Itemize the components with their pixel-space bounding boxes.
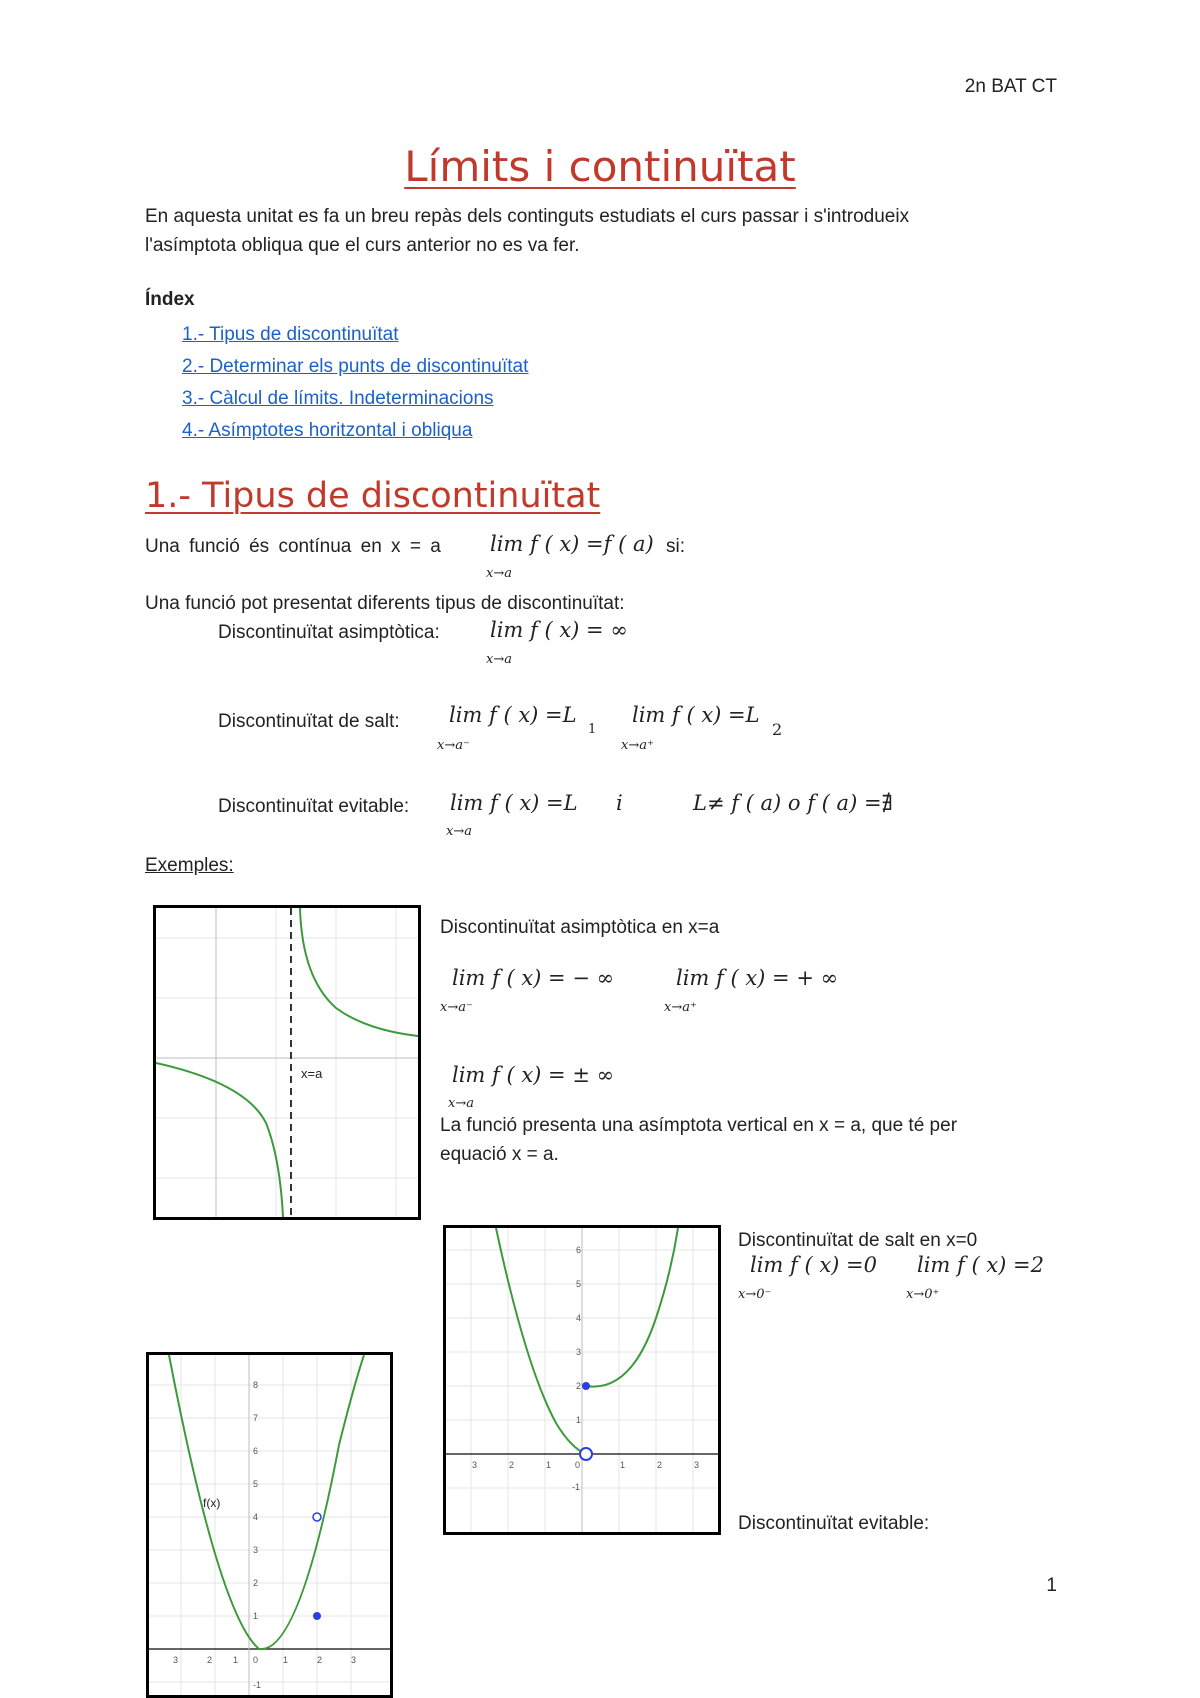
toc-link-4[interactable]: 4.- Asímptotes horitzontal i obliqua: [182, 420, 473, 441]
y-tick: 4: [576, 1313, 582, 1323]
y-tick-neg: -1: [572, 1482, 581, 1492]
x-tick: 2: [657, 1460, 663, 1470]
x-tick: 1: [283, 1655, 289, 1665]
y-tick: 2: [253, 1578, 259, 1588]
removable-graph-svg: [149, 1355, 390, 1695]
y-tick: 2: [576, 1381, 582, 1391]
y-tick: 3: [253, 1545, 259, 1555]
example2-formula-1: lim f ( x) =0: [750, 1253, 878, 1277]
y-tick: 5: [576, 1279, 582, 1289]
x-tick: 0: [575, 1460, 581, 1470]
jump-graph-svg: [446, 1228, 718, 1532]
y-tick: 6: [576, 1245, 582, 1255]
jump-label: Discontinuïtat de salt:: [218, 711, 400, 732]
x-tick: 3: [173, 1655, 179, 1665]
example1-title: Discontinuïtat asimptòtica en x=a: [440, 917, 720, 938]
x-tick: 2: [317, 1655, 323, 1665]
x-tick: 1: [620, 1460, 626, 1470]
x-tick: 3: [694, 1460, 700, 1470]
jump-graph: [443, 1225, 721, 1535]
y-tick: 5: [253, 1479, 259, 1489]
example1-subscript-2: x→a⁺: [664, 1000, 697, 1015]
example2-formula-2: lim f ( x) =2: [917, 1253, 1045, 1277]
page-title: Límits i continuïtat: [404, 142, 796, 191]
removable-graph: [146, 1352, 393, 1698]
right-branch: [300, 908, 418, 1036]
y-tick: 6: [253, 1446, 259, 1456]
x-tick: 2: [509, 1460, 515, 1470]
left-branch: [156, 1063, 283, 1217]
x-tick: 3: [472, 1460, 478, 1470]
example3-title: Discontinuïtat evitable:: [738, 1513, 930, 1534]
parabola: [169, 1355, 364, 1649]
jump-index-2: 2: [772, 720, 783, 739]
toc-link-1[interactable]: 1.- Tipus de discontinuïtat: [182, 324, 399, 345]
asymptote-graph-svg: [156, 908, 418, 1217]
toc-link-3[interactable]: 3.- Càlcul de límits. Indeterminacions: [182, 388, 494, 409]
asymptotic-label: Discontinuïtat asimptòtica:: [218, 622, 440, 643]
open-point: [580, 1448, 592, 1460]
continuity-suffix: si:: [666, 536, 685, 557]
example2-subscript-2: x→0⁺: [906, 1287, 940, 1302]
x-tick: 3: [351, 1655, 357, 1665]
intro-line-1: En aquesta unitat es fa un breu repàs dels continguts estudiats el curs passar i s'introdueix: [145, 206, 910, 227]
removable-subscript: x→a: [446, 824, 472, 839]
example1-subscript-1: x→a⁻: [440, 1000, 473, 1015]
examples-label: Exemples:: [145, 855, 234, 876]
intro-paragraph: [145, 202, 1045, 260]
removable-formula: lim f ( x) =L: [450, 791, 578, 815]
function-label: f(x): [203, 1496, 221, 1510]
right-piece: [586, 1228, 678, 1387]
asymptote-label: x=a: [301, 1066, 323, 1081]
intro-line-2: l'asímptota obliqua que el curs anterior no es va fer.: [145, 235, 580, 256]
example1-desc-2: equació x = a.: [440, 1144, 559, 1165]
types-intro: Una funció pot presentat diferents tipus de discontinuïtat:: [145, 593, 625, 614]
asymptotic-formula: lim f ( x) = ∞: [490, 618, 628, 642]
example1-formula-3: lim f ( x) = ± ∞: [452, 1063, 615, 1087]
x-tick: 1: [233, 1655, 239, 1665]
removable-connector: i: [616, 791, 623, 815]
asymptote-graph: [153, 905, 421, 1220]
continuity-formula: lim f ( x) =f ( a): [490, 532, 654, 556]
jump-formula-2: lim f ( x) =L: [632, 703, 760, 727]
x-tick: 0: [253, 1655, 259, 1665]
jump-subscript-1: x→a⁻: [437, 738, 470, 753]
jump-formula-1: lim f ( x) =L: [449, 703, 577, 727]
jump-subscript-2: x→a⁺: [621, 738, 654, 753]
x-tick: 2: [207, 1655, 213, 1665]
example2-subscript-1: x→0⁻: [738, 1287, 772, 1302]
example1-formula-2: lim f ( x) = + ∞: [676, 966, 839, 990]
y-tick-neg: -1: [253, 1680, 262, 1690]
x-tick: 1: [546, 1460, 552, 1470]
open-point: [313, 1513, 321, 1521]
asymptotic-subscript: x→a: [486, 652, 512, 667]
y-tick: 1: [253, 1611, 259, 1621]
jump-index-1: 1: [588, 722, 597, 737]
example2-title: Discontinuïtat de salt en x=0: [738, 1230, 978, 1251]
example1-formula-1: lim f ( x) = − ∞: [452, 966, 615, 990]
index-title: Índex: [145, 289, 195, 310]
example1-subscript-3: x→a: [448, 1096, 474, 1111]
closed-point: [313, 1612, 321, 1620]
y-tick: 7: [253, 1413, 259, 1423]
y-tick: 3: [576, 1347, 582, 1357]
y-tick: 8: [253, 1380, 259, 1390]
section-heading: 1.- Tipus de discontinuïtat: [145, 476, 601, 516]
closed-point: [582, 1382, 590, 1390]
continuity-text: Una funció és contínua en x = a: [145, 536, 441, 557]
removable-label: Discontinuïtat evitable:: [218, 796, 410, 817]
y-tick: 1: [576, 1415, 582, 1425]
removable-condition: L≠ f ( a) o f ( a) =∄: [693, 791, 893, 815]
page-number: 1: [1046, 1575, 1057, 1596]
continuity-subscript: x→a: [486, 566, 512, 581]
example1-desc-1: La funció presenta una asímptota vertical en x = a, que té per: [440, 1115, 958, 1136]
y-tick: 4: [253, 1512, 259, 1522]
course-label: 2n BAT CT: [964, 76, 1057, 97]
toc-link-2[interactable]: 2.- Determinar els punts de discontinuïtat: [182, 356, 529, 377]
